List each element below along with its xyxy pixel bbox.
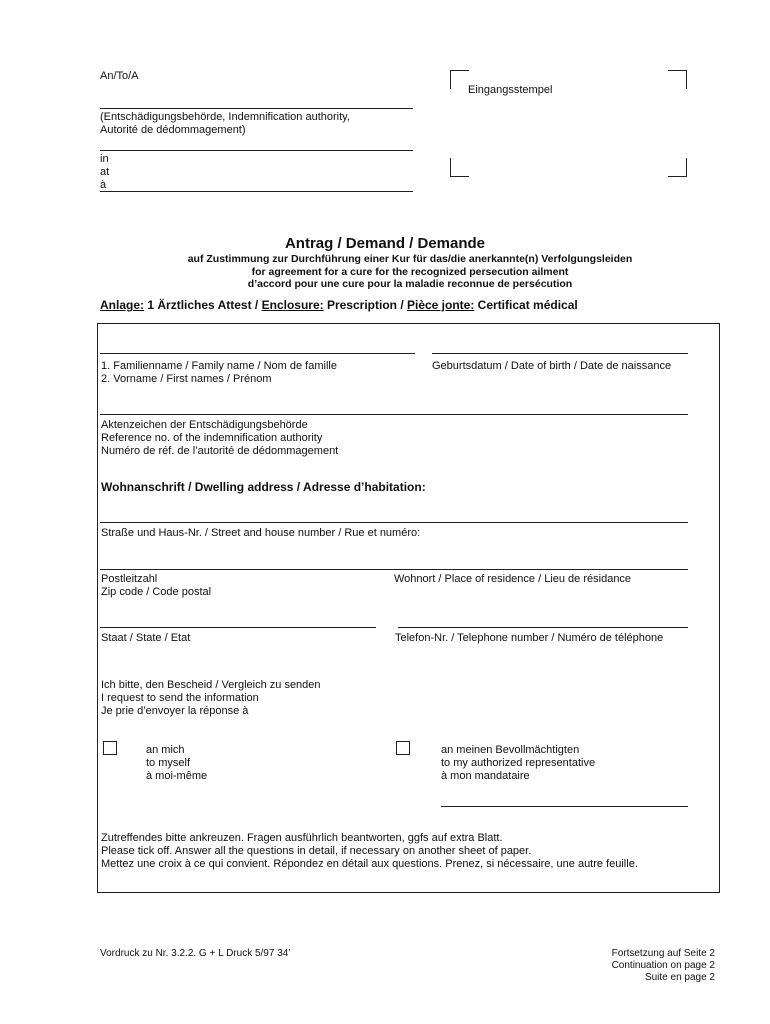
state-label: Staat / State / Etat xyxy=(101,632,191,644)
instructions-text: Zutreffendes bitte ankreuzen. Fragen ausführlich beantworten, ggfs auf extra Blatt. Please tick off. Answer all the questions in detail, if necessary on another sheet of paper. Mettez une croix à ce qui convient. Répondez en détail aux questions. Prenez, si nécessaire, une autre feuille. xyxy=(101,832,638,870)
stamp-corner-icon xyxy=(668,70,687,89)
representative-option-label: an meinen Bevollmächtigten to my authorized representative à mon mandataire xyxy=(441,744,596,782)
name-line[interactable] xyxy=(100,353,415,354)
birth-date-label: Geburtsdatum / Date of birth / Date de naissance xyxy=(432,360,672,372)
residence-label: Wohnort / Place of residence / Lieu de résidance xyxy=(394,573,632,585)
location-label: in at à xyxy=(100,153,110,191)
form-title: Antrag / Demand / Demande xyxy=(284,235,486,252)
zip-label: Postleitzahl Zip code / Code postal xyxy=(101,573,212,598)
stamp-corner-icon xyxy=(450,70,469,89)
zip-residence-line[interactable] xyxy=(100,569,688,570)
stamp-corner-icon xyxy=(450,158,469,177)
authority-line xyxy=(100,150,413,151)
form-subtitle: auf Zustimmung zur Durchführung einer Kur für das/die anerkannte(n) Verfolgungsleiden for agreement for a cure for the recognized persecution ailment d’accord pour une cure pour la maladie reconnue de persécution xyxy=(187,253,633,290)
representative-checkbox[interactable] xyxy=(396,741,410,755)
address-heading: Wohnanschrift / Dwelling address / Adresse d’habitation: xyxy=(101,480,426,494)
reference-label: Aktenzeichen der Entschädigungsbehörde Reference no. of the indemnification authority Numéro de réf. de l’autorité de dédommagement xyxy=(101,419,339,457)
phone-label: Telefon-Nr. / Telephone number / Numéro de téléphone xyxy=(395,632,664,644)
authority-label: (Entschädigungsbehörde, Indemnification authority, Autorité de dédommagement) xyxy=(100,111,350,136)
state-line[interactable] xyxy=(100,627,376,628)
reference-line[interactable] xyxy=(100,414,688,415)
enclosure-line: Anlage: 1 Ärztliches Attest / Enclosure: Prescription / Pièce jonte: Certificat médical xyxy=(100,298,578,312)
location-line xyxy=(100,191,413,192)
representative-line[interactable] xyxy=(441,806,688,807)
street-label: Straße und Haus-Nr. / Street and house number / Rue et numéro: xyxy=(101,527,421,539)
street-line[interactable] xyxy=(100,522,688,523)
stamp-corner-icon xyxy=(668,158,687,177)
recipient-line xyxy=(100,108,413,109)
to-label: An/To/A xyxy=(100,70,139,82)
myself-option-label: an mich to myself à moi-même xyxy=(146,744,208,782)
myself-checkbox[interactable] xyxy=(103,741,117,755)
name-label: 1. Familienname / Family name / Nom de famille 2. Vorname / First names / Prénom xyxy=(101,360,337,385)
request-label: Ich bitte, den Bescheid / Vergleich zu senden I request to send the information Je prie d’envoyer la réponse à xyxy=(101,679,321,717)
birth-date-line[interactable] xyxy=(432,353,688,354)
print-reference: Vordruck zu Nr. 3.2.2. G + L Druck 5/97 34’ xyxy=(100,948,291,959)
stamp-label: Eingangsstempel xyxy=(468,84,553,96)
form-box xyxy=(97,323,720,893)
continuation-note: Fortsetzung auf Seite 2 Continuation on page 2 Suite en page 2 xyxy=(611,948,715,983)
phone-line[interactable] xyxy=(398,627,688,628)
